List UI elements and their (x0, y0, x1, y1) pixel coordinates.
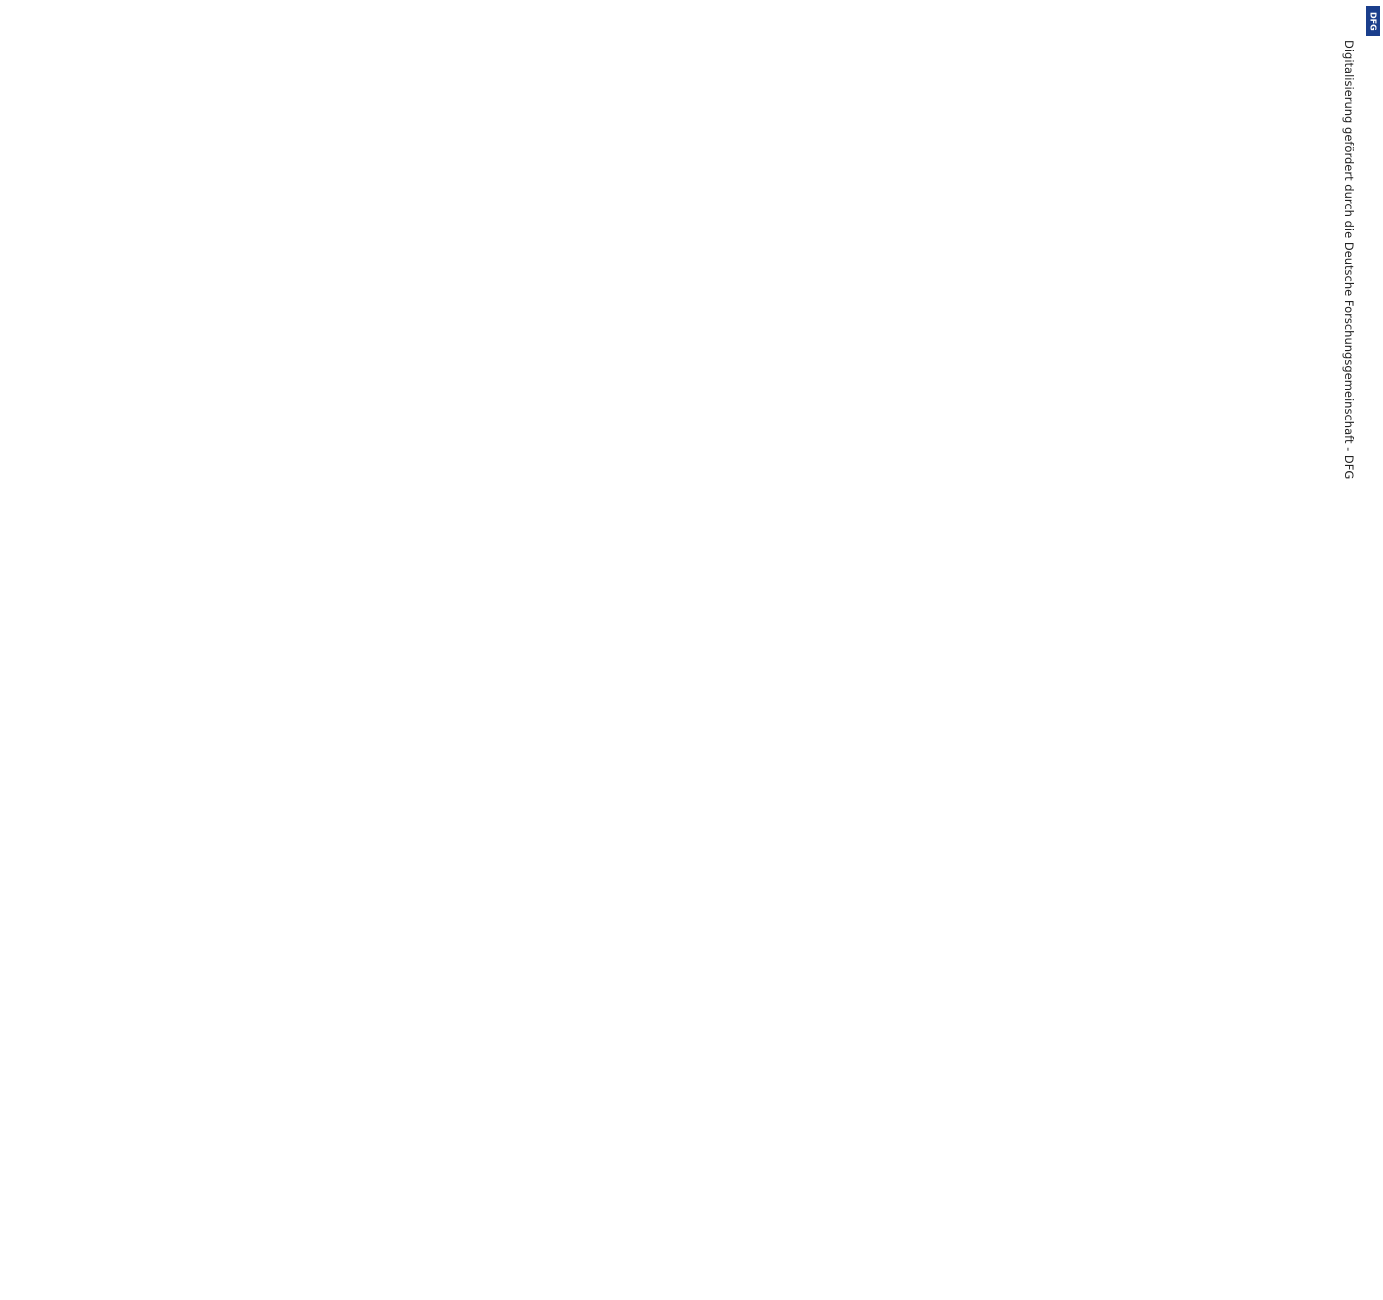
scanned-page (1360, 0, 1383, 1300)
dfg-logo: DFG (1366, 6, 1380, 36)
digitization-credit: Digitalisierung gefördert durch die Deutsche Forschungsgemeinschaft - DFG (1342, 40, 1356, 480)
